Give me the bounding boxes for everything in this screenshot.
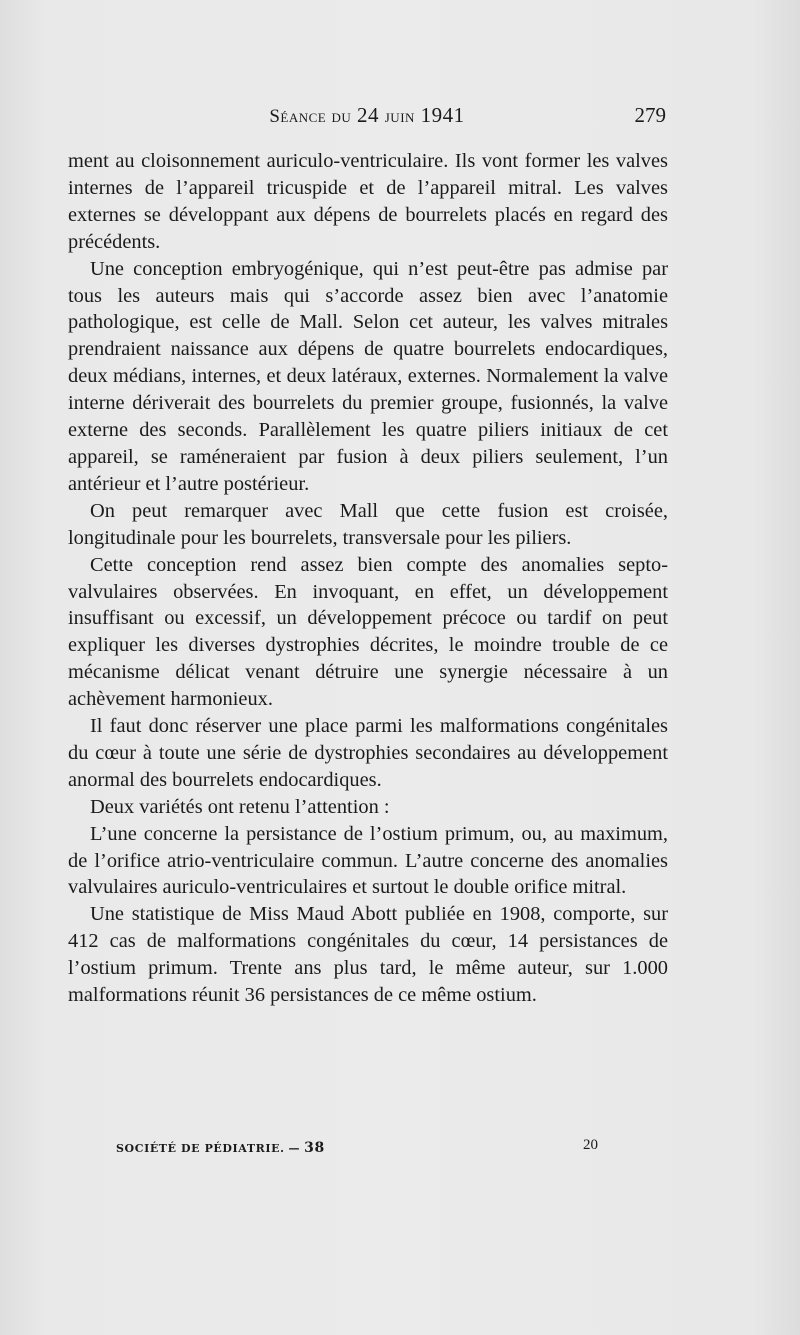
page-footer <box>116 1137 606 1159</box>
paragraph: Cette conception rend assez bien compte des anomalies septo-valvulaires observées. En invoquant, en effet, un développement insuffisant ou excessif, un développement précoce ou tardif on peut expliquer les diverses dystrophies décrites, le moindre trouble de ce mécanisme délicat venant détruire une synergie nécessaire à un achèvement harmonieux. <box>68 553 668 711</box>
running-head <box>68 103 666 128</box>
signature-dash: — <box>288 1142 301 1155</box>
printer-signature <box>116 1140 325 1156</box>
paragraph: Il faut donc réserver une place parmi les malformations congénitales du cœur à toute une série de dystrophies secondaires au développement anormal des bourrelets endocardiques. <box>68 715 668 791</box>
running-head-day: 24 <box>357 103 379 127</box>
page-header <box>68 103 666 131</box>
paragraph: ment au cloisonnement auriculo-ventriculaire. Ils vont former les valves internes de l’appareil tricuspide et de l’appareil mitral. Les valves externes se développant aux dépens de bourrelets placés en regard des précédents. <box>68 150 668 253</box>
page-number: 279 <box>634 103 666 127</box>
paragraph: L’une concerne la persistance de l’ostium primum, ou, au maximum, de l’orifice atrio-ventriculaire commun. L’autre concerne des anomalies valvulaires auriculo-ventriculaires et surtout le double orifice mitral. <box>68 822 668 899</box>
paragraph: On peut remarquer avec Mall que cette fusion est croisée, longitudinale pour les bourrelets, transversale pour les piliers. <box>68 499 668 549</box>
body-text <box>68 148 668 1009</box>
running-head-year: 1941 <box>420 103 465 127</box>
sheet-number: 20 <box>583 1137 598 1153</box>
running-head-month: juin <box>384 106 415 127</box>
signature-number: 38 <box>304 1140 325 1156</box>
signature-text: SOCIÉTÉ DE PÉDIATRIE. <box>116 1142 285 1155</box>
paragraph: Deux variétés ont retenu l’attention : <box>90 795 390 818</box>
paragraph: Une conception embryogénique, qui n’est peut-être pas admise par tous les auteurs mais qui s’accorde assez bien avec l’anatomie pathologique, est celle de Mall. Selon cet auteur, les valves mitrales prendraient naissance aux dépens de quatre bourrelets endocardiques, deux médians, internes, et deux latéraux, externes. Normalement la valve interne dériverait des bourrelets du premier groupe, fusionnés, la valve externe des seconds. Parallèlement les quatre piliers initiaux de cet appareil, se raméneraient par fusion à deux piliers seulement, l’un antérieur et l’autre postérieur. <box>68 257 668 495</box>
running-head-seance: Séance du <box>269 106 352 127</box>
paragraph: Une statistique de Miss Maud Abott publiée en 1908, comporte, sur 412 cas de malformations congénitales du cœur, 14 persistances de l’ostium primum. Trente ans plus tard, le même auteur, sur 1.000 malformations réunit 36 persistances de ce même ostium. <box>68 903 668 1007</box>
